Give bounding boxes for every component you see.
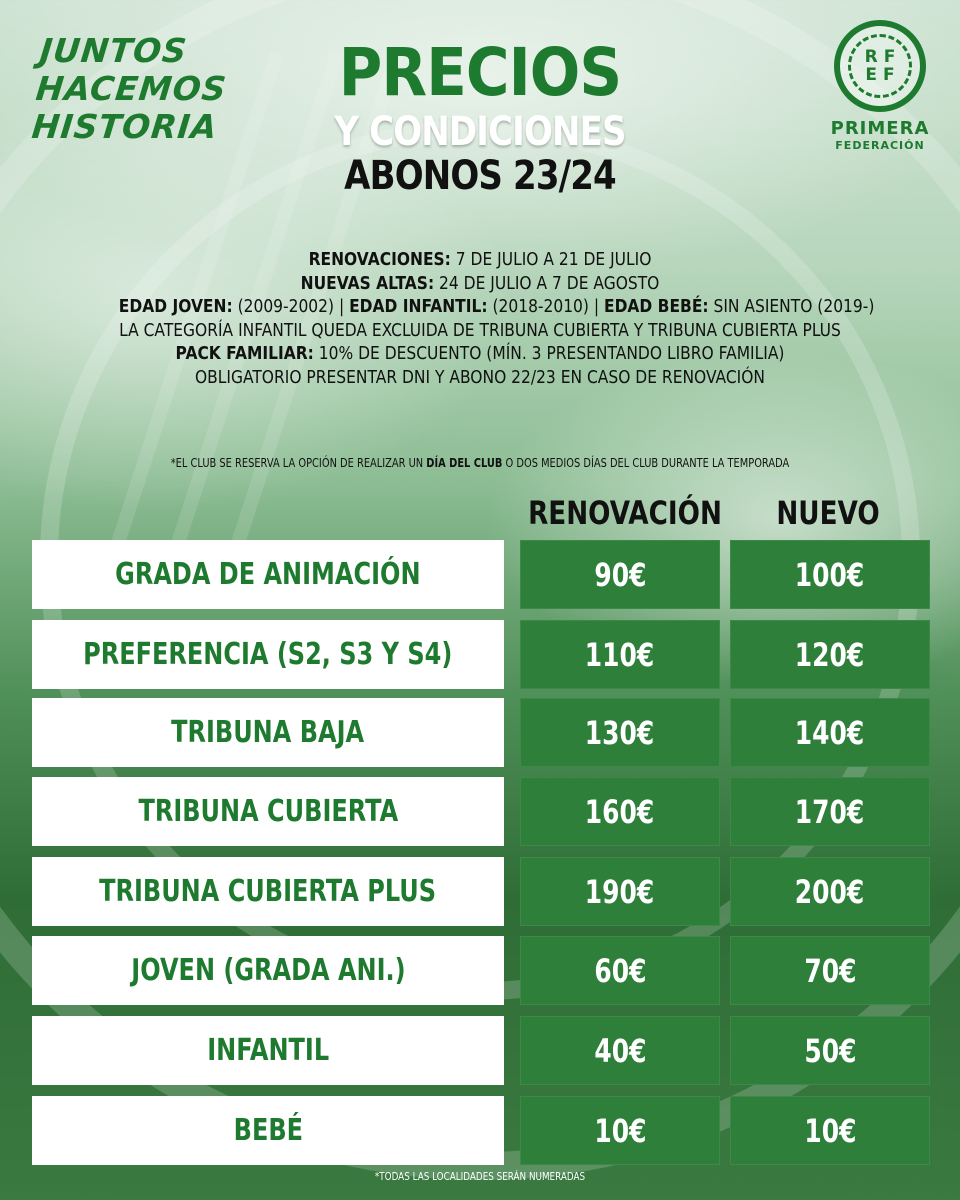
conditions-info — [60, 248, 900, 389]
logo-monogram-top: RF — [864, 47, 902, 67]
table-row — [32, 698, 930, 767]
row-name: INFANTIL — [32, 1016, 504, 1085]
row-name: GRADA DE ANIMACIÓN — [32, 540, 504, 609]
logo-monogram-bottom: EF — [865, 65, 901, 85]
row-name: TRIBUNA CUBIERTA — [32, 777, 504, 846]
price-renovacion: 130€ — [520, 698, 720, 767]
info-infantil-exclusion: LA CATEGORÍA INFANTIL QUEDA EXCLUIDA DE TRIBUNA CUBIERTA Y TRIBUNA CUBIERTA PLUS — [119, 319, 841, 341]
price-nuevo: 200€ — [730, 857, 930, 926]
title-precios: PRECIOS — [338, 34, 622, 111]
slogan-line: HACEMOS — [34, 69, 229, 108]
price-nuevo: 140€ — [730, 698, 930, 767]
info-nuevas-altas: NUEVAS ALTAS: 24 DE JULIO A 7 DE AGOSTO — [300, 272, 660, 294]
row-name: TRIBUNA CUBIERTA PLUS — [32, 857, 504, 926]
price-renovacion: 60€ — [520, 936, 720, 1005]
price-renovacion: 190€ — [520, 857, 720, 926]
footer-note: *TODAS LAS LOCALIDADES SERÁN NUMERADAS — [374, 1170, 586, 1183]
rfef-badge-icon — [834, 20, 926, 112]
price-renovacion: 40€ — [520, 1016, 720, 1085]
info-pack-familiar: PACK FAMILIAR: 10% DE DESCUENTO (MÍN. 3 PRESENTANDO LIBRO FAMILIA) — [175, 343, 785, 364]
slogan — [30, 31, 229, 146]
logo-primera: PRIMERA — [830, 118, 930, 139]
table-row — [32, 777, 930, 846]
slogan-line: HISTORIA — [30, 107, 220, 146]
table-row — [32, 857, 930, 926]
title-abonos: ABONOS 23/24 — [344, 153, 616, 199]
rfef-logo — [828, 20, 932, 152]
title-condiciones: Y CONDICIONES — [334, 109, 626, 155]
table-row — [32, 620, 930, 689]
club-day-note: *EL CLUB SE RESERVA LA OPCIÓN DE REALIZAR UN DÍA DEL CLUB O DOS MEDIOS DÍAS DEL CLUB DURANTE LA TEMPORADA — [170, 456, 790, 470]
row-name: JOVEN (GRADA ANI.) — [32, 936, 504, 1005]
row-name: BEBÉ — [32, 1096, 504, 1165]
price-nuevo: 170€ — [730, 777, 930, 846]
table-row — [32, 936, 930, 1005]
table-row — [32, 1096, 930, 1165]
price-renovacion: 110€ — [520, 620, 720, 689]
info-dni: OBLIGATORIO PRESENTAR DNI Y ABONO 22/23 EN CASO DE RENOVACIÓN — [194, 366, 766, 388]
price-renovacion: 160€ — [520, 777, 720, 846]
info-edades: EDAD JOVEN: (2009-2002) | EDAD INFANTIL: (2018-2010) | EDAD BEBÉ: SIN ASIENTO (2019-) — [118, 296, 875, 317]
price-renovacion: 90€ — [520, 540, 720, 609]
column-header-renovacion: RENOVACIÓN — [528, 494, 722, 532]
page-title — [280, 36, 680, 198]
price-nuevo: 10€ — [730, 1096, 930, 1165]
price-renovacion: 10€ — [520, 1096, 720, 1165]
logo-federacion: FEDERACIÓN — [835, 139, 925, 152]
table-row — [32, 540, 930, 609]
price-nuevo: 50€ — [730, 1016, 930, 1085]
slogan-line: JUNTOS — [37, 31, 190, 70]
info-renovaciones: RENOVACIONES: 7 DE JULIO A 21 DE JULIO — [308, 249, 652, 270]
row-name: TRIBUNA BAJA — [32, 698, 504, 767]
price-nuevo: 70€ — [730, 936, 930, 1005]
table-row — [32, 1016, 930, 1085]
row-name: PREFERENCIA (S2, S3 Y S4) — [32, 620, 504, 689]
column-header-nuevo: NUEVO — [776, 494, 880, 532]
price-nuevo: 100€ — [730, 540, 930, 609]
price-nuevo: 120€ — [730, 620, 930, 689]
